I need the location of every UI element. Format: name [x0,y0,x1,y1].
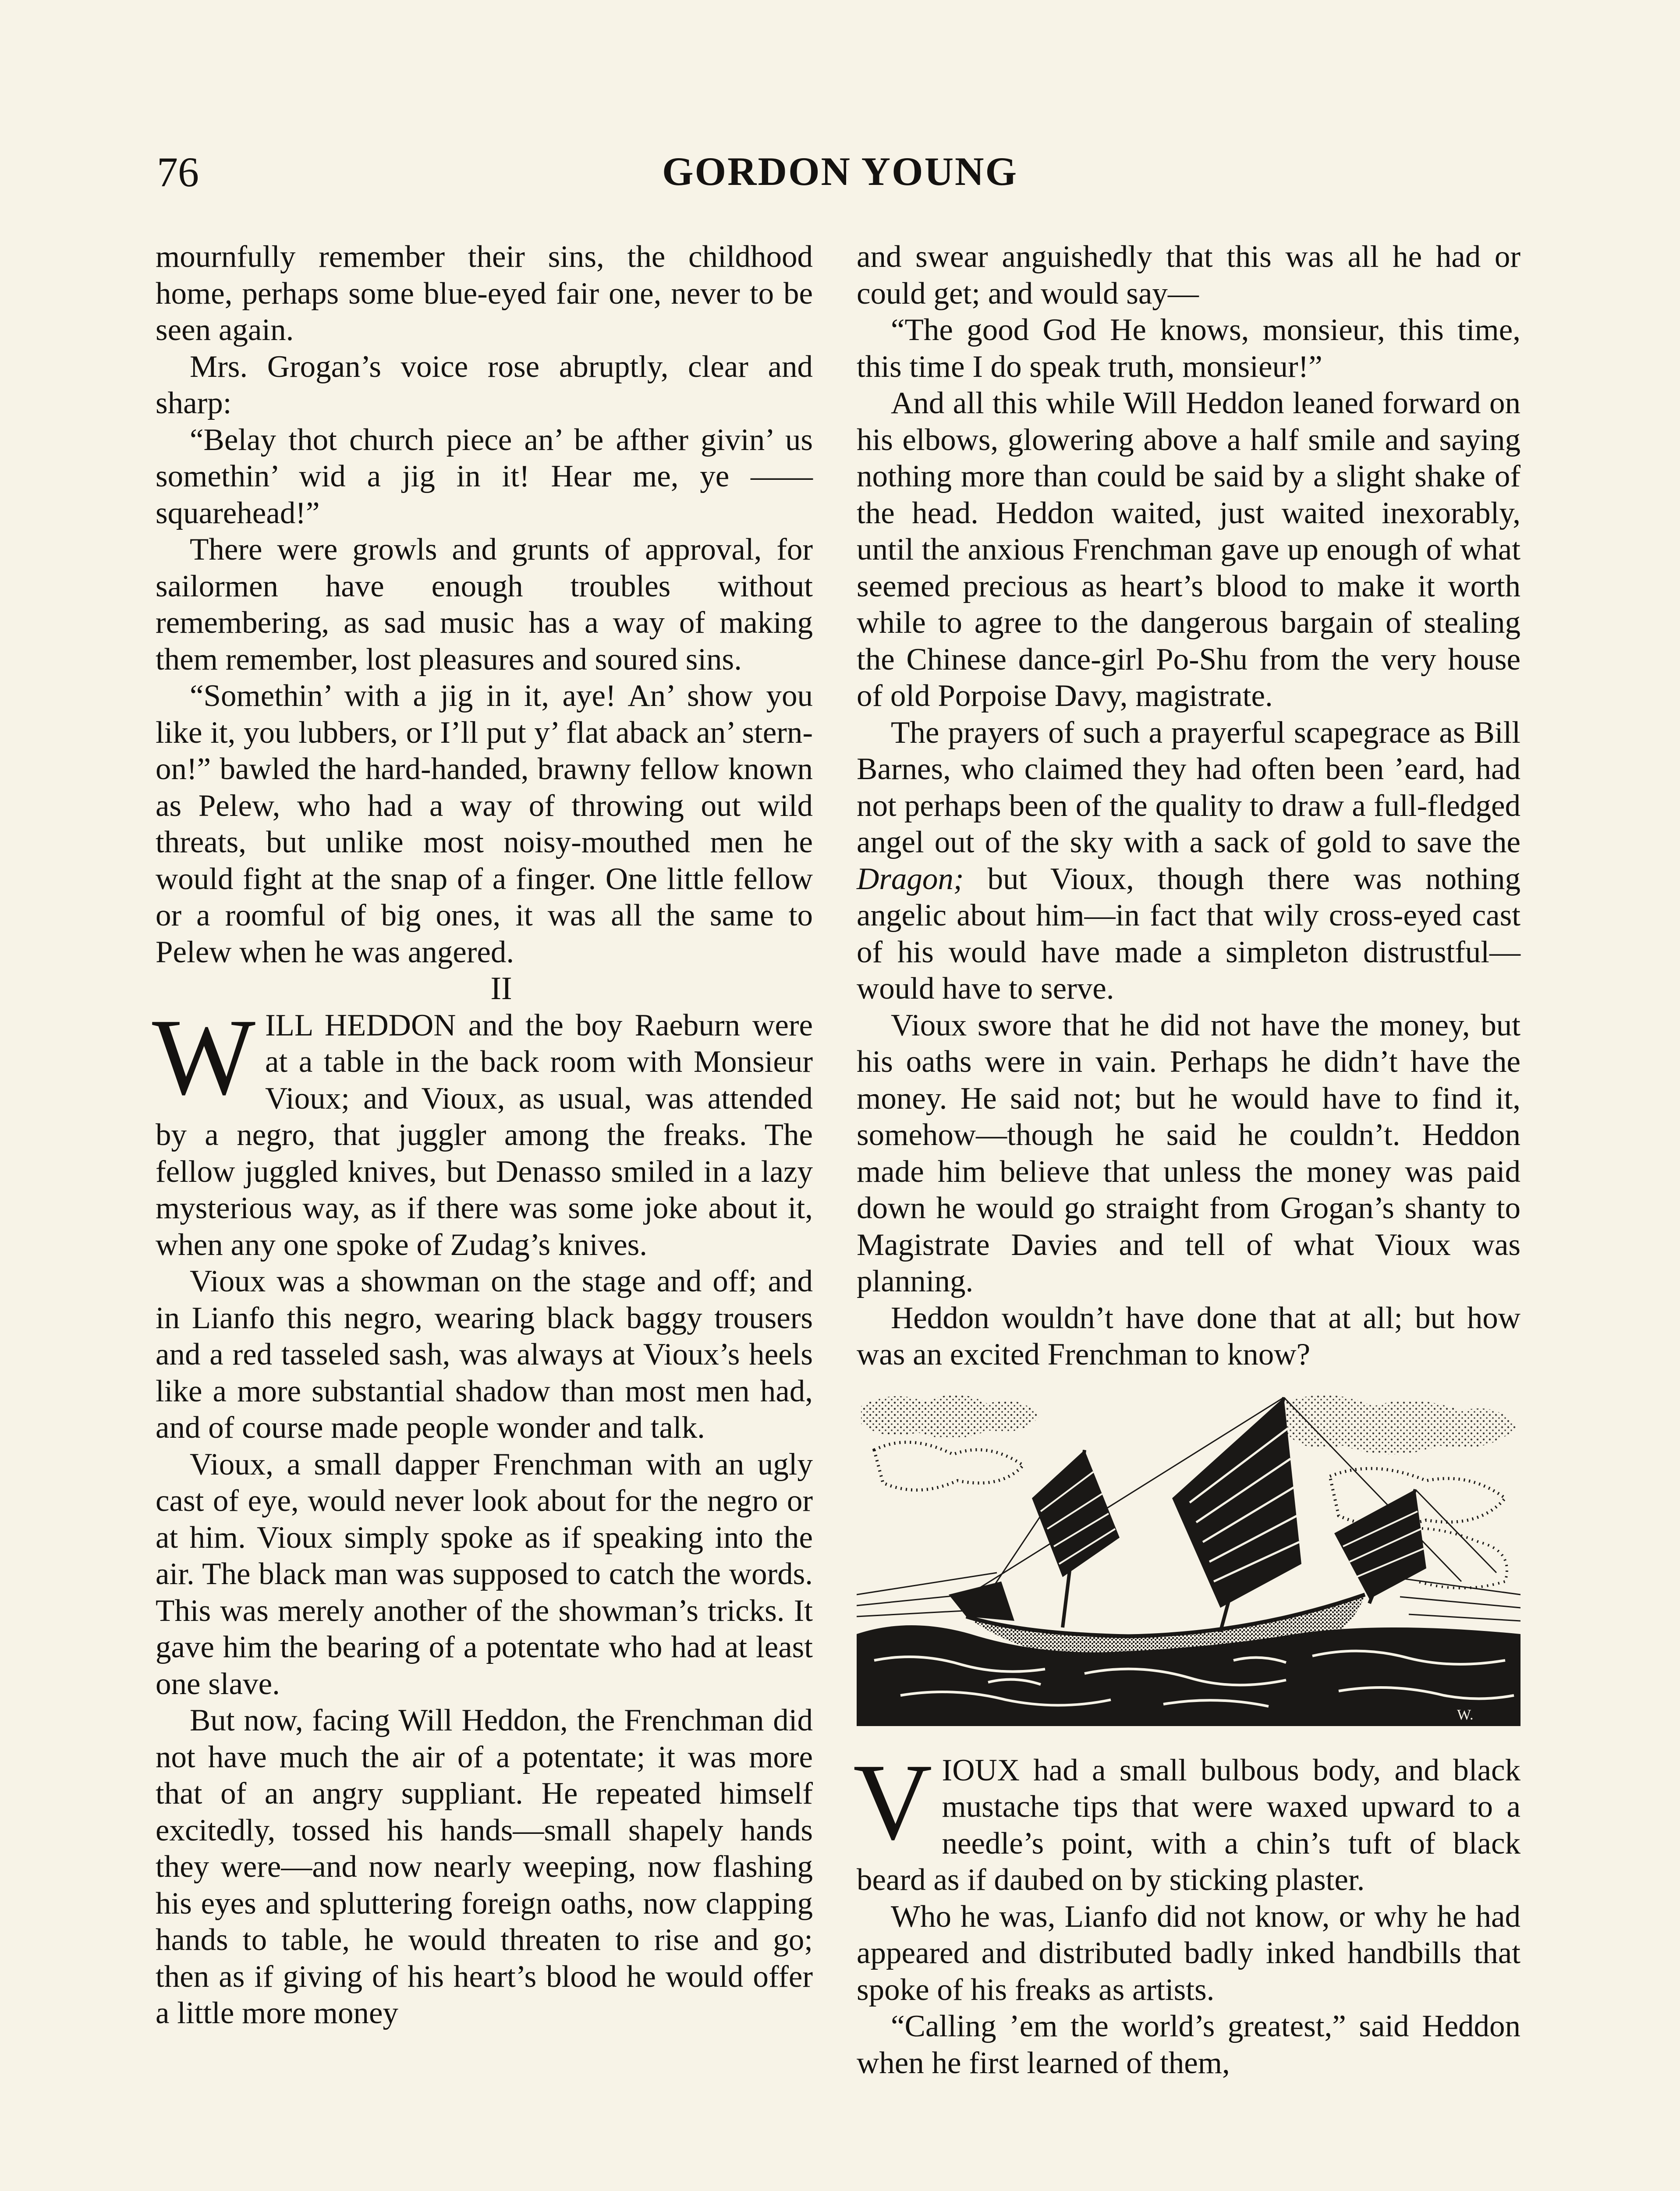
dropcap-paragraph [152,996,813,1264]
paragraph: Mrs. Grogan’s voice rose abruptly, clear and sharp: [156,349,813,420]
paragraph: But now, facing Will Heddon, the Frenchman did not have much the air of a potentate; it was more that of an angry suppliant. He repeated himself excitedly, tossed his hands—small shapely hands they were—and now nearly weeping, now flashing his eyes and spluttering foreign oaths, now clapping hands to table, he would threaten to rise and go; then as if giving of his heart’s blood he would offer a little more money [156,1703,813,2030]
paragraph-text: but Vioux, though there was nothing angelic about him—in fact that wily cross-eyed cast of his would have made a simpleton distrustful—would have to serve. [857,862,1521,1006]
paragraph [857,715,1521,1007]
page-number: 76 [157,149,199,195]
paragraph: And all this while Will Heddon leaned forward on his elbows, glowering above a half smile and saying nothing more than could be said by a slight shake of the head. Heddon waited, just waited inexorably, until the anxious Frenchman gave up enough of what seemed precious as heart’s blood to make it worth while to agree to the dangerous bargain of stealing the Chinese dance-girl Po-Shu from the very house of old Porpoise Davy, magistrate. [857,386,1521,713]
paragraph: “Belay thot church piece an’ be afther givin’ us somethin’ wid a jig in it! Hear me, ye —— squarehead!” [156,422,813,530]
drop-cap: V [853,1741,932,1863]
paragraph: Vioux was a showman on the stage and off; and in Lianfo this negro, wearing black baggy trousers and a red tasseled sash, was always at Vioux’s heels like a more substantial shadow than most men had, and of course made people wonder and talk. [156,1264,813,1445]
paragraph: “The good God He knows, monsieur, this time, this time I do speak truth, monsieur!” [857,313,1521,384]
paragraph: mournfully remember their sins, the childhood home, perhaps some blue-eyed fair one, never to be seen again. [156,240,813,347]
paragraph-text: ILL HEDDON and the boy Raeburn were at a table in the back room with Monsieur Vioux; and Vioux, as usual, was attended by a negro, that juggler among the freaks. The fellow juggled knives, but Denasso smiled in a lazy mysterious way, as if there was some joke about it, when any one spoke of Zudag’s knives. [156,1008,813,1262]
paragraph: Who he was, Lianfo did not know, or why he had appeared and distributed badly inked handbills that spoke of his freaks as artists. [857,1899,1521,2007]
paragraph: “Calling ’em the world’s greatest,” said Heddon when he first learned of them, [857,2009,1521,2080]
left-column [152,239,813,2032]
paragraph: There were growls and grunts of approval, for sailormen have enough troubles without remembering, as sad music has a way of making them remember, lost pleasures and soured sins. [156,532,813,677]
dropcap-paragraph [853,1741,1521,1899]
paragraph: Heddon wouldn’t have done that at all; but how was an excited Frenchman to know? [857,1301,1521,1372]
paragraph-text: The prayers of such a prayerful scapegrace as Bill Barnes, who claimed they had often been ’eard, had not perhaps been of the quality to draw a full-fledged angel out of the sky with a sack of gold to save the [857,715,1521,859]
running-head: GORDON YOUNG [662,149,1018,194]
ship-name: Dragon; [857,862,964,896]
illustrator-signature: W. [1457,1706,1474,1723]
paragraph: “Somethin’ with a jig in it, aye! An’ show you like it, you lubbers, or I’ll put y’ flat aback an’ stern-on!” bawled the hard-handed, brawny fellow known as Pelew, who had a way of throwing out wild threats, but unlike most noisy-mouthed men he would fight at the snap of a finger. One little fellow or a roomful of big ones, it was all the same to Pelew when he was angered. [156,679,813,969]
paragraph: and swear anguishedly that this was all he had or could get; and would say— [857,240,1521,311]
paragraph: Vioux, a small dapper Frenchman with an ugly cast of eye, would never look about for the negro or at him. Vioux simply spoke as if speaking into the air. The black man was supposed to catch the words. This was merely another of the showman’s tricks. It gave him the bearing of a potentate who had at least one slave. [156,1447,813,1701]
junk-ship-illustration [857,1389,1521,1726]
paragraph: Vioux swore that he did not have the money, but his oaths were in vain. Perhaps he didn’t have the money. He said not; but he would have to find it, somehow—though he said he couldn’t. Heddon made him believe that unless the money was paid down he would go straight from Grogan’s shanty to Magistrate Davies and tell of what Vioux was planning. [857,1008,1521,1298]
section-number: II [490,971,512,1007]
drop-cap: W [152,996,255,1118]
right-column [853,239,1521,2081]
paragraph-text: IOUX had a small bulbous body, and black mustache tips that were waxed upward to a needle’s point, with a chin’s tuft of black beard as if daubed on by sticking plaster. [857,1753,1521,1897]
